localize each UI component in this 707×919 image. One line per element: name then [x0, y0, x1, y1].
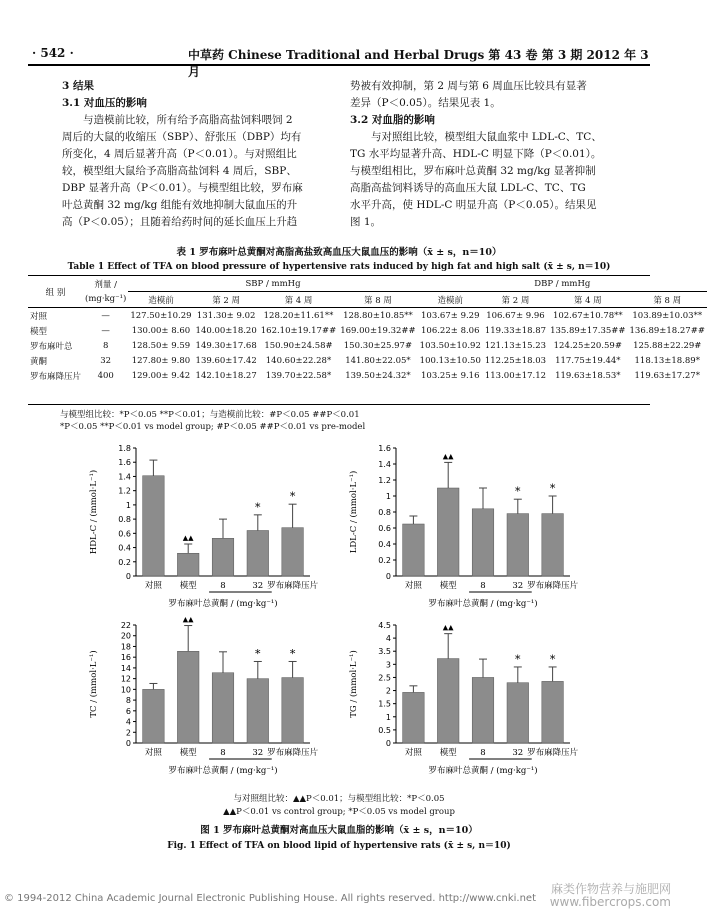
significance-mark: *	[255, 647, 261, 661]
y-tick-label: 14	[120, 663, 131, 673]
bar	[472, 509, 494, 576]
cell-value: 124.25±20.59#	[553, 340, 622, 351]
fig1-caption-cn: 图 1 罗布麻叶总黄酮对高血压大鼠血脂的影响（x̄ ± s，n＝10）	[200, 825, 478, 836]
x-group-label: 罗布麻叶总黄酮 / (mg·kg⁻¹)	[168, 599, 278, 609]
cell-value: 119.63±17.27*	[634, 370, 700, 381]
y-tick-label: 3.5	[378, 647, 391, 657]
cell-value: 150.90±24.58#	[264, 340, 333, 351]
y-tick-label: 1.2	[118, 486, 131, 496]
cell-value: 106.67± 9.96	[486, 310, 545, 321]
para-line: 与模型组相比，罗布麻叶总黄酮 32 mg/kg 显著抑制	[350, 165, 596, 177]
y-tick-label: 2	[385, 686, 391, 696]
y-tick-label: 1.5	[378, 699, 391, 709]
cell-value: 103.67± 9.29	[421, 310, 480, 321]
table-row	[28, 308, 707, 324]
y-axis-label: TC / (mmol·L⁻¹)	[89, 650, 99, 718]
cell-value: 117.75±19.44*	[555, 355, 621, 366]
watermark-line2: www.fibercrops.com	[549, 895, 671, 909]
table1-caption-cn: 表 1 罗布麻叶总黄酮对高脂高盐致高血压大鼠血压的影响（x̄ ± s，n＝10）	[176, 247, 502, 258]
cell-value: 128.80±10.85**	[343, 310, 413, 321]
cell-value: 113.00±17.12	[484, 370, 547, 381]
x-tick-label: 8	[220, 748, 226, 758]
y-tick-label: 1.2	[378, 476, 391, 485]
cell-value: 130.00± 8.60	[131, 325, 191, 336]
para-line: 势被有效抑制，第 2 周与第 6 周血压比较具有显著	[350, 80, 587, 92]
y-tick-label: 1.6	[378, 444, 391, 453]
cell-value: 128.50± 9.59	[131, 340, 191, 351]
cell-value: 121.13±15.23	[484, 340, 547, 351]
left-column	[62, 78, 352, 231]
x-tick-label: 32	[252, 581, 264, 591]
cell-group: 对照	[30, 311, 48, 322]
para-line: 与对照组比较，模型组大鼠血浆中 LDL-C、TC、	[371, 131, 602, 143]
table1-note-en: *P＜0.05 **P＜0.01 vs model group; #P＜0.05 ##P＜0.01 vs pre-model	[60, 422, 366, 432]
y-tick-label: 4	[125, 717, 131, 727]
fig1-caption-en: Fig. 1 Effect of TFA on blood lipid of hypertensive rats (x̄ ± s, n＝10)	[167, 841, 511, 851]
bar	[143, 689, 165, 743]
cell-value: 139.60±17.42	[195, 355, 257, 366]
para-line: 水平升高，使 HDL-C 明显升高（P＜0.05）。结果见	[350, 199, 597, 211]
fig1-note-cn: 与对照组比较：▲▲P＜0.01；与模型组比较：*P＜0.05	[233, 794, 445, 804]
cell-value: 103.89±10.03**	[632, 310, 703, 321]
para-line: 叶总黄酮 32 mg/kg 组能有效地抑制大鼠血压的升	[62, 199, 298, 211]
col-header: 第 2 周	[501, 295, 530, 306]
para-line: 周后的大鼠的收缩压（SBP）、舒张压（DBP）均有	[62, 131, 302, 143]
col-header: 造模前	[437, 295, 464, 306]
y-tick-label: 1	[125, 500, 131, 510]
y-tick-label: 0.6	[378, 524, 391, 533]
x-tick-label: 对照	[404, 748, 422, 758]
x-tick-label: 8	[480, 748, 486, 758]
tc-chart	[80, 615, 320, 785]
y-tick-label: 0.4	[118, 543, 131, 553]
cell-value: 140.60±22.28*	[265, 355, 332, 366]
para-line: 所变化，4 周后显著升高（P＜0.01）。与对照组比	[62, 148, 297, 160]
header-dose: 剂量 /	[94, 279, 117, 290]
para-line: 与造模前比较，所有给予高脂高盐饲料喂饲 2	[83, 114, 293, 126]
cell-value: 102.67±10.78**	[552, 310, 623, 321]
journal-title: 中草药 Chinese Traditional and Herbal Drugs 第 43 卷 第 3 期 2012 年 3 月	[188, 48, 649, 79]
cell-dose: —	[101, 310, 110, 321]
header-rule	[28, 64, 650, 66]
y-tick-label: 0	[125, 739, 131, 748]
table-bottom-rule	[28, 404, 650, 405]
y-tick-label: 0.8	[118, 515, 131, 525]
cell-group: 罗布麻降压片	[30, 371, 82, 382]
table1-note-cn: 与模型组比较：*P＜0.05 **P＜0.01；与造模前比较：#P＜0.05 ##P＜0.01	[60, 410, 360, 420]
bar	[212, 673, 234, 743]
bar	[437, 488, 459, 576]
cell-value: 139.50±24.32*	[345, 370, 411, 381]
header-dbp: DBP / mmHg	[418, 276, 707, 292]
cell-dose: —	[101, 325, 110, 336]
para-line: 高（P＜0.05）；且随着给药时间的延长血压上升趋	[62, 216, 298, 228]
significance-mark: *	[515, 652, 521, 666]
cell-group: 模型	[30, 326, 48, 337]
x-tick-label: 对照	[144, 748, 162, 758]
copyright-footer: © 1994-2012 China Academic Journal Electronic Publishing House. All rights reserved. http://www.cnki.net	[4, 893, 536, 904]
x-tick-label: 模型	[179, 748, 197, 758]
y-tick-label: 0.2	[378, 556, 391, 565]
cell-value: 112.25±18.03	[484, 355, 547, 366]
header-dose-unit: (mg·kg⁻¹)	[85, 294, 127, 305]
section-3-heading: 3 结果	[62, 80, 94, 92]
x-tick-label: 罗布麻降压片	[267, 581, 319, 591]
significance-mark: *	[549, 652, 556, 666]
significance-mark: *	[255, 500, 261, 514]
bar	[282, 678, 304, 743]
cell-value: 103.25± 9.16	[421, 370, 480, 381]
y-tick-label: 0.4	[378, 540, 391, 549]
cell-value: 127.50±10.29	[130, 310, 192, 321]
y-tick-label: 16	[120, 653, 131, 663]
ldl-c-chart	[340, 438, 580, 618]
bar	[542, 681, 564, 743]
y-tick-label: 1.8	[118, 444, 131, 453]
col-header: 第 2 周	[212, 295, 241, 306]
bar	[177, 553, 199, 576]
fig1-note-en: ▲▲P＜0.01 vs control group; *P＜0.05 vs model group	[223, 807, 455, 817]
bar	[403, 692, 425, 743]
y-tick-label: 12	[120, 674, 131, 684]
cell-value: 149.30±17.68	[195, 340, 257, 351]
significance-mark: *	[549, 482, 556, 495]
y-tick-label: 10	[120, 685, 131, 695]
cell-value: 100.13±10.50	[419, 355, 481, 366]
table1-caption-en: Table 1 Effect of TFA on blood pressure of hypertensive rats induced by high fat and high salt (x̄ ± s, n＝10)	[67, 262, 611, 272]
para-line: 图 1。	[350, 216, 382, 228]
x-tick-label: 32	[512, 581, 524, 591]
table-row	[28, 353, 707, 368]
significance-mark: *	[515, 485, 521, 499]
cell-dose: 400	[97, 370, 114, 381]
y-tick-label: 1.4	[378, 460, 391, 469]
x-tick-label: 罗布麻降压片	[527, 581, 579, 591]
x-tick-label: 模型	[179, 581, 197, 591]
cell-group: 黄酮	[30, 356, 48, 367]
table-row	[28, 338, 707, 353]
para-line: DBP 显著升高（P＜0.01）。与模型组比较，罗布麻	[62, 182, 303, 194]
x-tick-label: 罗布麻降压片	[527, 748, 579, 758]
y-tick-label: 2.5	[378, 673, 391, 683]
col-header: 造模前	[148, 295, 174, 306]
significance-mark: *	[289, 647, 296, 661]
col-header: 第 8 周	[653, 295, 682, 306]
cell-group: 罗布麻叶总	[30, 341, 73, 352]
header-sbp: SBP / mmHg	[128, 276, 417, 292]
cell-value: 139.70±22.58*	[265, 370, 332, 381]
para-line: 高脂高盐饲料诱导的高血压大鼠 LDL-C、TC、TG	[350, 182, 586, 194]
y-tick-label: 0	[385, 739, 391, 748]
y-tick-label: 8	[125, 696, 131, 706]
table-header-row	[28, 276, 707, 292]
cell-value: 118.13±18.89*	[634, 355, 700, 366]
bar	[507, 514, 529, 576]
y-tick-label: 0.6	[118, 529, 131, 539]
table-row	[28, 368, 707, 383]
cell-value: 119.63±18.53*	[555, 370, 621, 381]
cell-value: 141.80±22.05*	[345, 355, 411, 366]
section-3-2-heading: 3.2 对血脂的影响	[350, 114, 435, 126]
y-tick-label: 4	[385, 634, 391, 644]
table-subheader-row	[28, 292, 707, 308]
y-axis-label: TG / (mmol·L⁻¹)	[349, 650, 359, 718]
table1	[28, 276, 707, 383]
significance-mark: ▲▲	[182, 534, 194, 542]
table-row	[28, 323, 707, 338]
watermark	[550, 883, 671, 909]
y-tick-label: 1.4	[118, 472, 131, 482]
bar	[177, 651, 199, 743]
bar	[542, 514, 564, 576]
y-tick-label: 1.6	[118, 458, 131, 468]
cell-value: 106.22± 8.06	[421, 325, 480, 336]
cell-value: 131.30± 9.02	[196, 310, 256, 321]
bar	[143, 476, 165, 576]
right-column	[350, 78, 650, 231]
page-header	[28, 44, 650, 79]
watermark-line1: 麻类作物营养与施肥网	[550, 882, 671, 896]
y-axis-label: HDL-C / (mmol·L⁻¹)	[89, 469, 99, 555]
y-tick-label: 0	[125, 572, 131, 581]
y-tick-label: 3	[385, 660, 391, 670]
page-number: · 542 ·	[32, 46, 74, 60]
y-tick-label: 4.5	[378, 621, 391, 630]
x-tick-label: 对照	[404, 581, 422, 591]
para-line: 差异（P＜0.05）。结果见表 1。	[350, 97, 501, 109]
section-3-1-heading: 3.1 对血压的影响	[62, 97, 147, 109]
cell-value: 125.88±22.29#	[633, 340, 702, 351]
cell-value: 129.00± 9.42	[131, 370, 191, 381]
x-group-label: 罗布麻叶总黄酮 / (mg·kg⁻¹)	[168, 766, 278, 776]
bar	[212, 538, 234, 576]
significance-mark: ▲▲	[442, 452, 454, 461]
cell-value: 127.80± 9.80	[131, 355, 191, 366]
hdl-c-chart	[80, 438, 320, 618]
y-tick-label: 20	[120, 631, 131, 641]
bar	[247, 530, 269, 576]
cell-value: 103.50±10.92	[419, 340, 481, 351]
bar	[437, 659, 459, 743]
cell-value: 140.00±18.20	[195, 325, 257, 336]
cell-value: 162.10±19.17##	[260, 325, 337, 336]
x-tick-label: 模型	[439, 581, 457, 591]
y-tick-label: 1	[385, 712, 391, 722]
bar	[282, 528, 304, 576]
y-tick-label: 0.5	[378, 725, 391, 735]
y-axis-label: LDL-C / (mmol·L⁻¹)	[349, 470, 359, 554]
col-header: 第 8 周	[364, 295, 392, 306]
cell-value: 150.30±25.97#	[343, 340, 413, 351]
cell-dose: 32	[100, 355, 112, 366]
x-tick-label: 8	[220, 581, 226, 591]
bar	[472, 677, 494, 743]
x-group-label: 罗布麻叶总黄酮 / (mg·kg⁻¹)	[428, 599, 538, 609]
y-tick-label: 0.2	[118, 557, 131, 567]
cell-value: 128.20±11.61**	[263, 310, 334, 321]
x-tick-label: 32	[512, 748, 524, 758]
significance-mark: *	[289, 490, 296, 504]
para-line: 较，模型组大鼠给予高脂高盐饲料 4 周后，SBP、	[62, 165, 297, 177]
cell-value: 119.33±18.87	[484, 325, 547, 336]
bar	[403, 524, 425, 576]
col-header: 第 4 周	[284, 295, 313, 306]
para-line: TG 水平均显著升高、HDL-C 明显下降（P＜0.01）。	[350, 148, 602, 160]
cell-value: 142.10±18.27	[195, 370, 257, 381]
x-tick-label: 32	[252, 748, 264, 758]
x-group-label: 罗布麻叶总黄酮 / (mg·kg⁻¹)	[428, 766, 538, 776]
bar	[507, 683, 529, 743]
header-group: 组 别	[45, 287, 66, 298]
significance-mark: ▲▲	[442, 623, 454, 632]
cell-value: 169.00±19.32##	[340, 325, 416, 336]
cell-value: 135.89±17.35##	[550, 325, 626, 336]
y-tick-label: 1	[385, 492, 391, 501]
y-tick-label: 22	[120, 621, 131, 630]
y-tick-label: 18	[120, 642, 131, 652]
x-tick-label: 模型	[439, 748, 457, 758]
y-tick-label: 2	[125, 728, 131, 738]
y-tick-label: 6	[125, 706, 131, 716]
cell-value: 136.89±18.27##	[629, 325, 705, 336]
x-tick-label: 罗布麻降压片	[267, 748, 319, 758]
x-tick-label: 8	[480, 581, 486, 591]
bar	[247, 679, 269, 743]
col-header: 第 4 周	[573, 295, 602, 306]
x-tick-label: 对照	[144, 581, 162, 591]
y-tick-label: 0.8	[378, 508, 391, 517]
significance-mark: ▲▲	[182, 615, 194, 624]
tg-chart	[340, 615, 580, 785]
cell-dose: 8	[102, 340, 109, 351]
y-tick-label: 0	[385, 572, 391, 581]
